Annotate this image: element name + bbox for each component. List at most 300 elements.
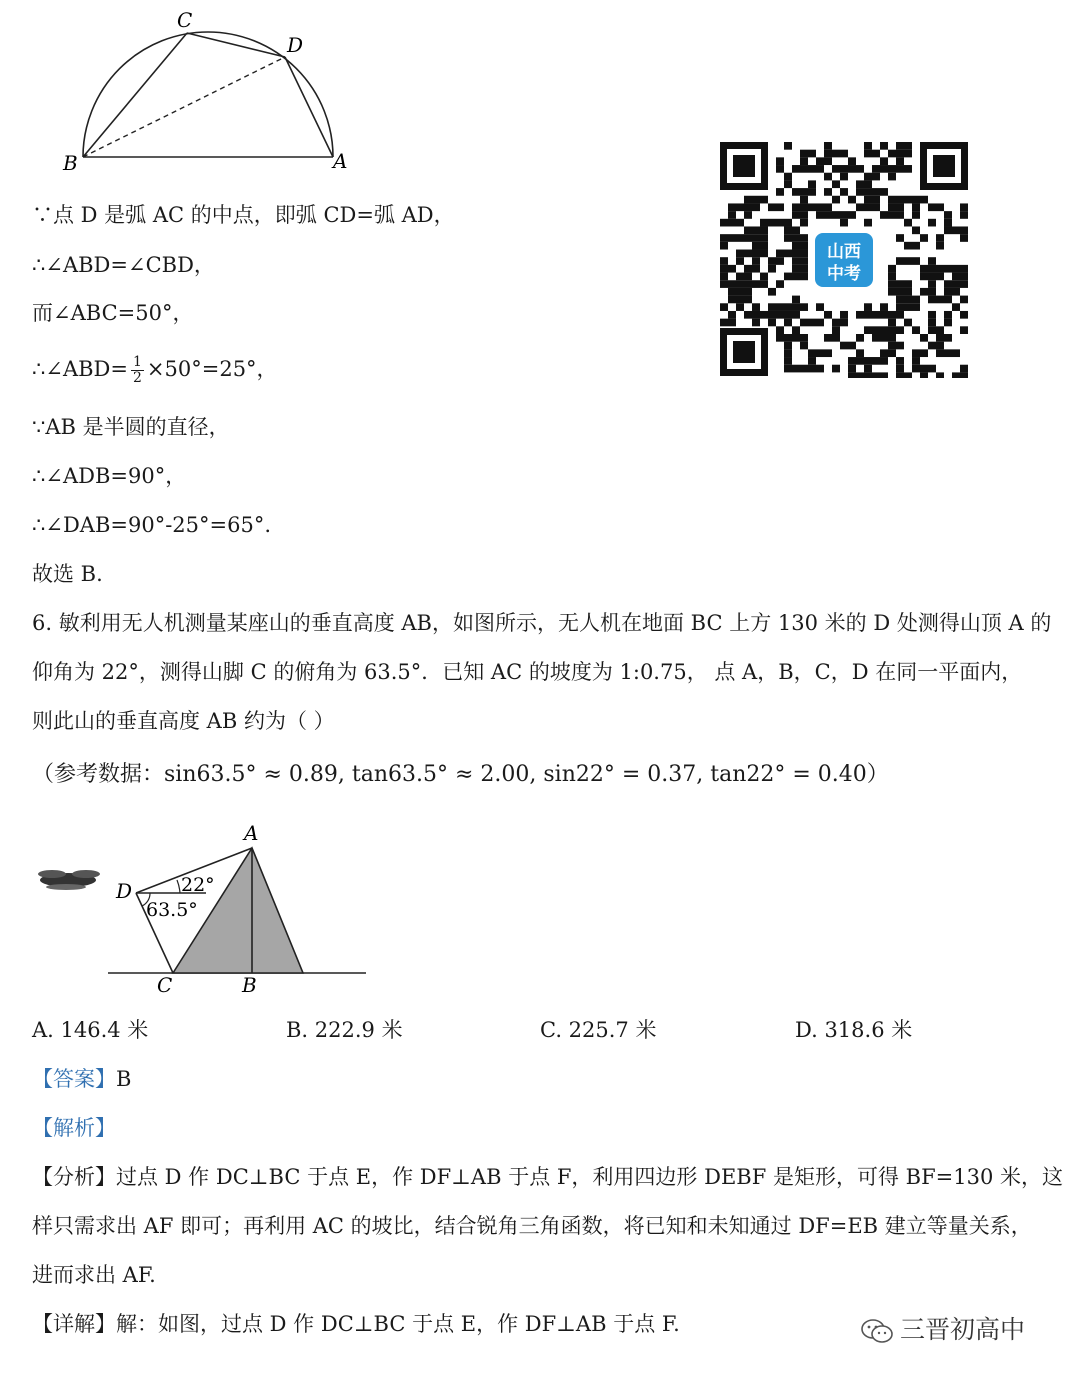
watermark-text: 三晋初高中 [900,1315,1026,1344]
qr-module [904,196,912,204]
qr-module [880,211,888,219]
qr-module [936,342,944,350]
qr-module [920,349,928,357]
qr-module [824,188,832,196]
drone-icon [38,870,100,890]
qr-module [800,150,808,158]
qr-module [960,326,968,334]
qr-module [768,288,776,296]
qr-module [944,311,952,319]
qr-module [920,365,928,373]
qr-module [776,165,784,173]
qr-module [720,280,728,288]
qr-module [904,257,912,265]
qr-module [784,311,792,319]
qr-module [792,296,800,304]
qr-module [808,319,816,327]
qr-finder-bottom-left [720,328,768,376]
qr-module [856,180,864,188]
qr-module [912,242,920,250]
qr-module [744,311,752,319]
solution-line: ∴∠ADB=90°， [32,464,187,488]
qr-logo-line1: 山西 [827,242,861,262]
qr-module [856,311,864,319]
qr-module [792,257,800,265]
qr-module [944,265,952,273]
qr-module [960,273,968,281]
qr-module [912,296,920,304]
qr-module [896,157,904,165]
label-d: D [287,33,304,57]
qr-module [792,203,800,211]
qr-module [840,342,848,350]
fraction-denominator: 2 [133,370,142,386]
label-d: D [116,879,133,903]
qr-module [832,196,840,204]
qr-module [744,234,752,242]
qr-module [912,357,920,365]
solution-line: ∴∠DAB=90°-25°=65°. [32,513,272,537]
qr-module [880,142,888,150]
reference-data: （参考数据：sin63.5° ≈ 0.89, tan63.5° ≈ 2.00, sin22° = 0.37, tan22° = 0.40） [32,762,889,787]
qr-module [808,150,816,158]
qr-module [896,280,904,288]
qr-module [896,372,904,378]
qr-module [896,211,904,219]
qr-module [928,280,936,288]
qr-module [728,288,736,296]
qr-module [800,257,808,265]
qr-module [880,157,888,165]
qr-module [880,165,888,173]
qr-module [840,150,848,158]
qr-module [864,180,872,188]
qr-module [888,326,896,334]
qr-module [832,180,840,188]
qr-module [824,203,832,211]
qr-module [752,250,760,258]
qr-module [952,280,960,288]
qr-module [944,226,952,234]
answer-value: B [116,1067,132,1091]
qr-module [960,296,968,304]
chord-cd [187,33,285,57]
qr-module [912,196,920,204]
angle-label-63-5: 63.5° [146,899,198,921]
qr-module [960,211,968,219]
qr-module [880,349,888,357]
qr-module [800,203,808,211]
qr-module [736,280,744,288]
qr-module [928,219,936,227]
qr-module [920,372,928,378]
option-d[interactable]: D. 318.6 米 [795,1018,913,1042]
detail-text: 解：如图，过点 D 作 DC⊥BC 于点 E，作 DF⊥AB 于点 F. [116,1312,680,1336]
fraction-half [131,355,144,386]
qr-module [944,296,952,304]
qr-module [784,219,792,227]
qr-module [776,203,784,211]
qr-finder-top-right [920,142,968,190]
qr-module [864,150,872,158]
qr-module [896,342,904,350]
option-b[interactable]: B. 222.9 米 [286,1018,403,1042]
qr-module [744,211,752,219]
qr-module [920,265,928,273]
qr-module [736,257,744,265]
qr-module [928,319,936,327]
qr-module [752,257,760,265]
qr-module [816,365,824,373]
qr-module [960,234,968,242]
qr-module [752,319,760,327]
qr-module [864,219,872,227]
qr-module [960,203,968,211]
qr-module [832,211,840,219]
qr-module [728,234,736,242]
qr-module [800,250,808,258]
fenxi-text: 过点 D 作 DC⊥BC 于点 E，作 DF⊥AB 于点 F，利用四边形 DEBF 是矩形，可得 BF=130 米，这 [116,1165,1063,1189]
option-a[interactable]: A. 146.4 米 [32,1018,149,1042]
qr-module [920,273,928,281]
dashed-bd [83,57,285,157]
qr-module [776,303,784,311]
qr-module [888,203,896,211]
fenxi-line: 样只需求出 AF 即可；再利用 AC 的坡比，结合锐角三角函数，将已知和未知通过 DF=EB 建立等量关系， [32,1214,1032,1238]
qr-module [928,288,936,296]
question-line: 6. 敏利用无人机测量某座山的垂直高度 AB，如图所示，无人机在地面 BC 上方 130 米的 D 处测得山顶 A 的 [32,611,1052,635]
qr-module [720,257,728,265]
qr-module [864,142,872,150]
qr-module [760,226,768,234]
qr-module [776,219,784,227]
qr-module [728,280,736,288]
qr-module [840,211,848,219]
qr-module [784,250,792,258]
qr-module [912,326,920,334]
qr-module [800,365,808,373]
qr-module [880,357,888,365]
qr-module [848,211,856,219]
qr-module [880,334,888,342]
fenxi-line [32,1162,1063,1192]
qr-module [856,334,864,342]
qr-module [904,319,912,327]
qr-module [752,196,760,204]
qr-module [888,311,896,319]
qr-module [736,250,744,258]
qr-module [928,342,936,350]
fenxi-tag: 【分析】 [32,1165,116,1189]
label-b: B [242,973,257,997]
qr-module [952,349,960,357]
qr-module [944,288,952,296]
qr-module [880,372,888,378]
watermark [860,1310,1025,1346]
qr-module [728,211,736,219]
qr-module [728,219,736,227]
qr-module [896,142,904,150]
qr-module [936,265,944,273]
qr-module [920,234,928,242]
qr-module [872,196,880,204]
qr-module [952,265,960,273]
qr-module [784,342,792,350]
qr-module [864,303,872,311]
qr-module [960,372,968,378]
qr-module [888,280,896,288]
angle-arc-up [177,880,180,893]
qr-module [800,196,808,204]
qr-module [880,311,888,319]
qr-module [800,242,808,250]
qr-module [824,334,832,342]
qr-module [736,273,744,281]
qr-module [744,296,752,304]
qr-module [808,180,816,188]
qr-module [872,311,880,319]
qr-module [760,280,768,288]
qr-module [888,288,896,296]
qr-module [888,265,896,273]
qr-module [872,357,880,365]
qr-module [896,234,904,242]
qr-module [944,211,952,219]
qr-module [792,365,800,373]
qr-module [936,296,944,304]
qr-module [872,372,880,378]
qr-module [824,173,832,181]
qr-module [816,319,824,327]
solution-line: 故选 B. [32,562,103,586]
qr-module [880,326,888,334]
qr-module [824,349,832,357]
qr-module [752,203,760,211]
qr-module [792,326,800,334]
qr-module [728,311,736,319]
qr-module [744,273,752,281]
qr-module [816,211,824,219]
qr-module [912,365,920,373]
qr-module [944,219,952,227]
qr-module [960,311,968,319]
qr-module [872,203,880,211]
qr-module [888,342,896,350]
mountain-figure [30,818,375,998]
qr-module [776,188,784,196]
qr-module [808,203,816,211]
label-a: A [244,821,259,845]
qr-module [776,280,784,288]
qr-module [848,196,856,204]
label-c: C [157,973,173,997]
qr-module [888,173,896,181]
qr-module [896,165,904,173]
qr-module [832,319,840,327]
qr-module [888,196,896,204]
qr-module [904,372,912,378]
qr-module [960,280,968,288]
label-c: C [177,8,193,32]
option-c[interactable]: C. 225.7 米 [540,1018,657,1042]
fraction-suffix: ×50°=25°， [146,357,278,381]
qr-logo [810,228,878,292]
qr-module [816,157,824,165]
qr-module [800,211,808,219]
qr-module [824,157,832,165]
qr-module [800,219,808,227]
qr-module [952,288,960,296]
qr-module [848,165,856,173]
qr-module [912,349,920,357]
qr-module [896,203,904,211]
qr-module [808,349,816,357]
qr-module [904,280,912,288]
solution-line: ∵点 D 是弧 AC 的中点，即弧 CD=弧 AD， [32,203,455,227]
qr-module [864,372,872,378]
qr-module [832,150,840,158]
qr-module [784,365,792,373]
detail-line [32,1309,680,1339]
qr-module [888,334,896,342]
qr-module [800,303,808,311]
qr-module [752,303,760,311]
qr-module [936,349,944,357]
qr-module [960,265,968,273]
qr-module [800,334,808,342]
qr-module [832,326,840,334]
qr-module [840,188,848,196]
qr-module [872,326,880,334]
qr-module [952,372,960,378]
qr-module [784,357,792,365]
qr-module [928,273,936,281]
qr-module [736,296,744,304]
solution-line: ∴∠ABD=∠CBD， [32,253,215,277]
qr-module [776,311,784,319]
qr-module [840,219,848,227]
solution-line-fraction [32,354,278,386]
qr-module [784,349,792,357]
qr-module [928,365,936,373]
qr-module [944,334,952,342]
qr-module [736,288,744,296]
label-b: B [63,151,78,175]
qr-module [800,342,808,350]
qr-module [736,234,744,242]
qr-module [736,303,744,311]
qr-module [792,234,800,242]
qr-module [760,242,768,250]
qr-module [808,365,816,373]
qr-module [864,357,872,365]
qr-module [896,311,904,319]
qr-module [752,265,760,273]
qr-module [960,365,968,373]
qr-module [728,296,736,304]
qr-module [952,273,960,281]
qr-module [736,203,744,211]
qr-module [896,196,904,204]
qr-module [768,219,776,227]
qr-module [864,326,872,334]
wechat-icon [860,1317,894,1345]
qr-module [888,165,896,173]
qr-module [768,203,776,211]
question-line: 则此山的垂直高度 AB 约为（ ） [32,709,335,733]
qr-module [944,319,952,327]
qr-module [800,157,808,165]
qr-module [744,196,752,204]
qr-module [792,165,800,173]
qr-module [848,372,856,378]
qr-module [912,211,920,219]
qr-module [760,196,768,204]
qr-module [728,319,736,327]
qr-module [776,250,784,258]
qr-logo-line2: 中考 [827,264,861,284]
qr-module [888,319,896,327]
qr-module [912,203,920,211]
fenxi-line: 进而求出 AF. [32,1263,156,1287]
qr-module [720,319,728,327]
qr-module [744,226,752,234]
qr-module [936,372,944,378]
qr-module [864,311,872,319]
qr-module [904,288,912,296]
qr-module [728,265,736,273]
qr-module [792,188,800,196]
qr-module [872,334,880,342]
qr-module [792,303,800,311]
solution-line: 而∠ABC=50°， [32,301,194,325]
qr-module [848,365,856,373]
qr-module [792,226,800,234]
qr-module [752,280,760,288]
qr-module [792,250,800,258]
qr-module [888,349,896,357]
qr-module [896,303,904,311]
qr-module [944,349,952,357]
qr-module [904,150,912,158]
qr-module [800,319,808,327]
qr-module [784,303,792,311]
qr-module [816,303,824,311]
qr-module [856,349,864,357]
qr-module [744,288,752,296]
label-a: A [333,149,348,173]
qr-module [952,226,960,234]
qr-module [744,250,752,258]
answer-line [32,1064,131,1094]
qr-module [904,242,912,250]
qr-module [880,188,888,196]
qr-module [792,273,800,281]
qr-module [800,265,808,273]
qr-code[interactable] [718,140,970,378]
qr-module [720,234,728,242]
qr-module [768,311,776,319]
qr-module [888,150,896,158]
qr-module [760,250,768,258]
qr-module [720,265,728,273]
qr-module [864,173,872,181]
qr-module [720,273,728,281]
qr-module [944,280,952,288]
qr-module [896,357,904,365]
qr-module [848,357,856,365]
qr-module [848,157,856,165]
